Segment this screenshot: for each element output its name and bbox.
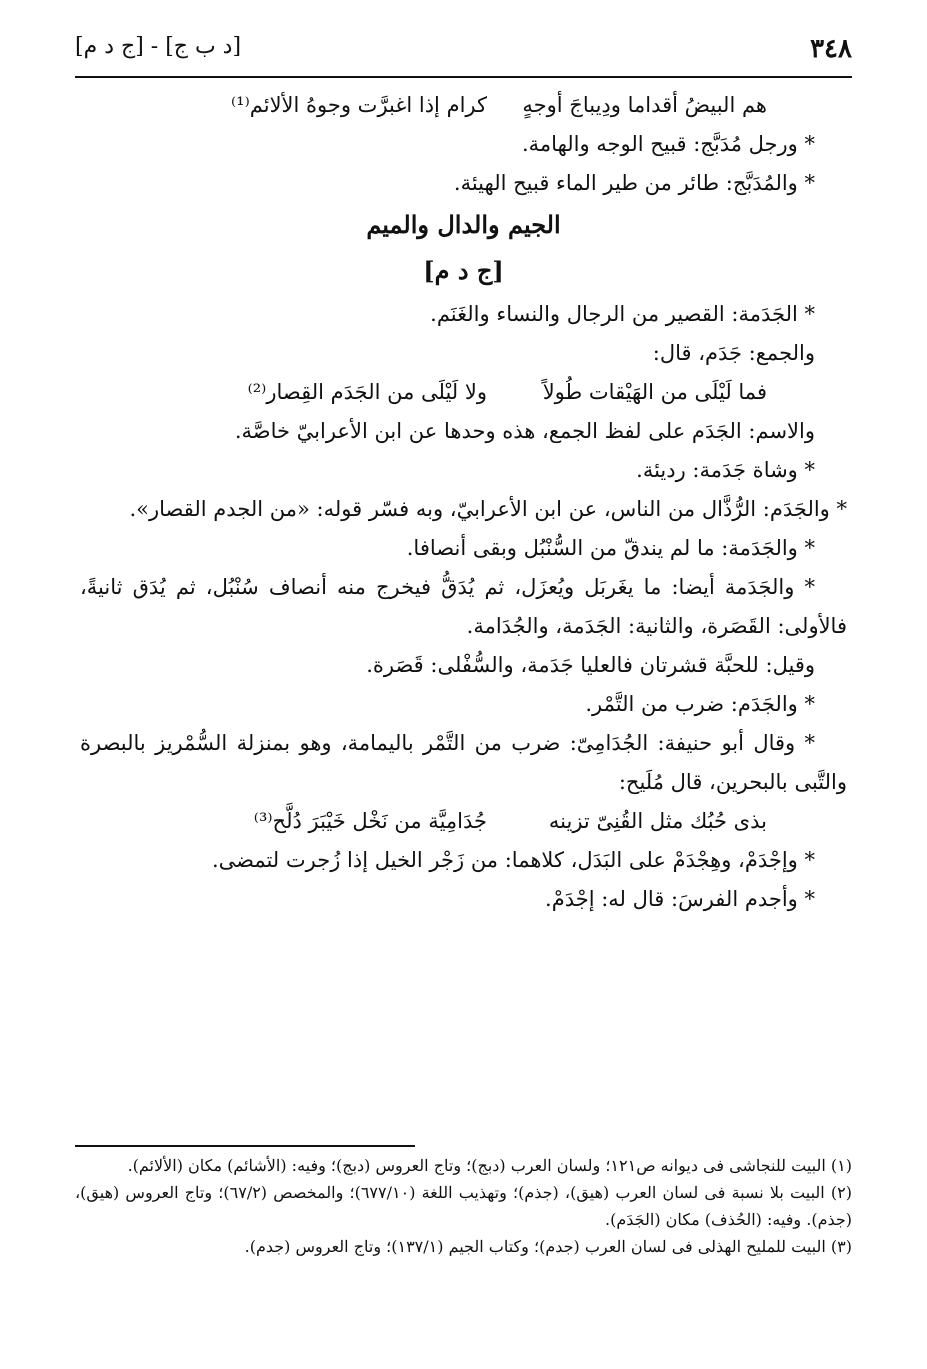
root-heading: [ج د م] (423, 256, 504, 285)
text-line: * والجَدَمة: ما لم يندقّ من السُّنْبُل وبقى أنصافا. (406, 536, 815, 560)
verse-second-hemistich: كرام إذا اغبرَّت وجوهُ الألائم⁽¹⁾ (231, 93, 487, 117)
verse-line (80, 373, 847, 412)
verse-first-hemistich: بذى حُبُك مثل القُنِىّ تزينه (548, 809, 767, 833)
text-line: وقيل: للحبَّة قشرتان فالعليا جَدَمة، والسُّفْلى: قَصَرة. (366, 653, 815, 677)
text-line: والتَّبى بالبحرين، قال مُلَيح: (618, 770, 847, 794)
text-line: * الجَدَمة: القصير من الرجال والنساء والغَنَم. (430, 302, 815, 326)
footnote-2: (٢) البيت بلا نسبة فى لسان العرب (هيق)، (جذم)؛ وتهذيب اللغة (٦٧٧/١٠)؛ والمخصص (٦٧/٢)؛ وتاج العروس (هيق)، (جذم). وفيه: (الحُذف) مكان (الجَدَم). (75, 1183, 853, 1229)
verse-second-hemistich: ولا لَيْلَى من الجَدَم القِصار⁽²⁾ (247, 380, 487, 404)
verse-first-hemistich: هم البيضُ أقداما ودِيباجَ أوجهٍ (522, 93, 767, 117)
footnotes (75, 1152, 852, 1260)
running-title: [د ب ج] - [ج د م] (75, 34, 242, 59)
text-line: * وقال أبو حنيفة: الجُدَامِىّ: ضرب من التَّمْر باليمامة، وهو بمنزلة السُّمْريز بالبصرة (80, 731, 815, 755)
verse-line (80, 802, 847, 841)
page-number: ٣٤٨ (810, 34, 852, 64)
main-text (80, 86, 847, 919)
footnote-3: (٣) البيت للمليح الهذلى فى لسان العرب (جدم)؛ وكتاب الجيم (١٣٧/١)؛ وتاج العروس (جدم). (244, 1237, 852, 1256)
text-line: * والجَدَم: الرُّذَّال من الناس، عن ابن الأعرابيّ، وبه فسّر قوله: «من الجدم القصار». (129, 497, 847, 521)
footnote-1: (١) البيت للنجاشى فى ديوانه ص١٢١؛ ولسان العرب (دبج)؛ وتاج العروس (دبج)؛ وفيه: (الأشائم) مكان (الألائم). (127, 1156, 852, 1175)
text-line: * ورجل مُدَبَّج: قبيح الوجه والهامة. (521, 132, 815, 156)
text-line: * وإجْدَمْ، وهِجْدَمْ على البَدَل، كلاهما: من زَجْر الخيل إذا زُجرت لتمضى. (211, 848, 815, 872)
verse-second-hemistich: جُدَامِيَّة من نَخْل خَيْبَرَ دُلَّح⁽³⁾ (253, 809, 487, 833)
header-divider (75, 76, 852, 78)
section-heading: الجيم والدال والميم (366, 210, 561, 239)
text-line: * والجَدَم: ضرب من التَّمْر. (585, 692, 815, 716)
footnote-divider (75, 1145, 415, 1147)
text-line: فالأولى: القَصَرة، والثانية: الجَدَمة، والجُدَامة. (466, 614, 847, 638)
text-line: * وأجدم الفرسَ: قال له: إجْدَمْ. (545, 887, 815, 911)
text-line: والجمع: جَدَم، قال: (652, 341, 815, 365)
verse-first-hemistich: فما لَيْلَى من الهَيْقات طُولاً (542, 380, 767, 404)
text-line: * والمُدَبَّج: طائر من طير الماء قبيح الهيئة. (453, 171, 815, 195)
text-line: * وشاة جَدَمة: رديئة. (636, 458, 815, 482)
page-header (75, 28, 852, 68)
text-line: والاسم: الجَدَم على لفظ الجمع، هذه وحدها عن ابن الأعرابيّ خاصَّة. (234, 419, 815, 443)
verse-line (80, 86, 847, 125)
text-line: * والجَدَمة أيضا: ما يغَربَل ويُعزَل، ثم يُدَقُّ فيخرج منه أنصاف سُنْبُل، ثم يُدَق ثانيةً، (80, 575, 815, 599)
